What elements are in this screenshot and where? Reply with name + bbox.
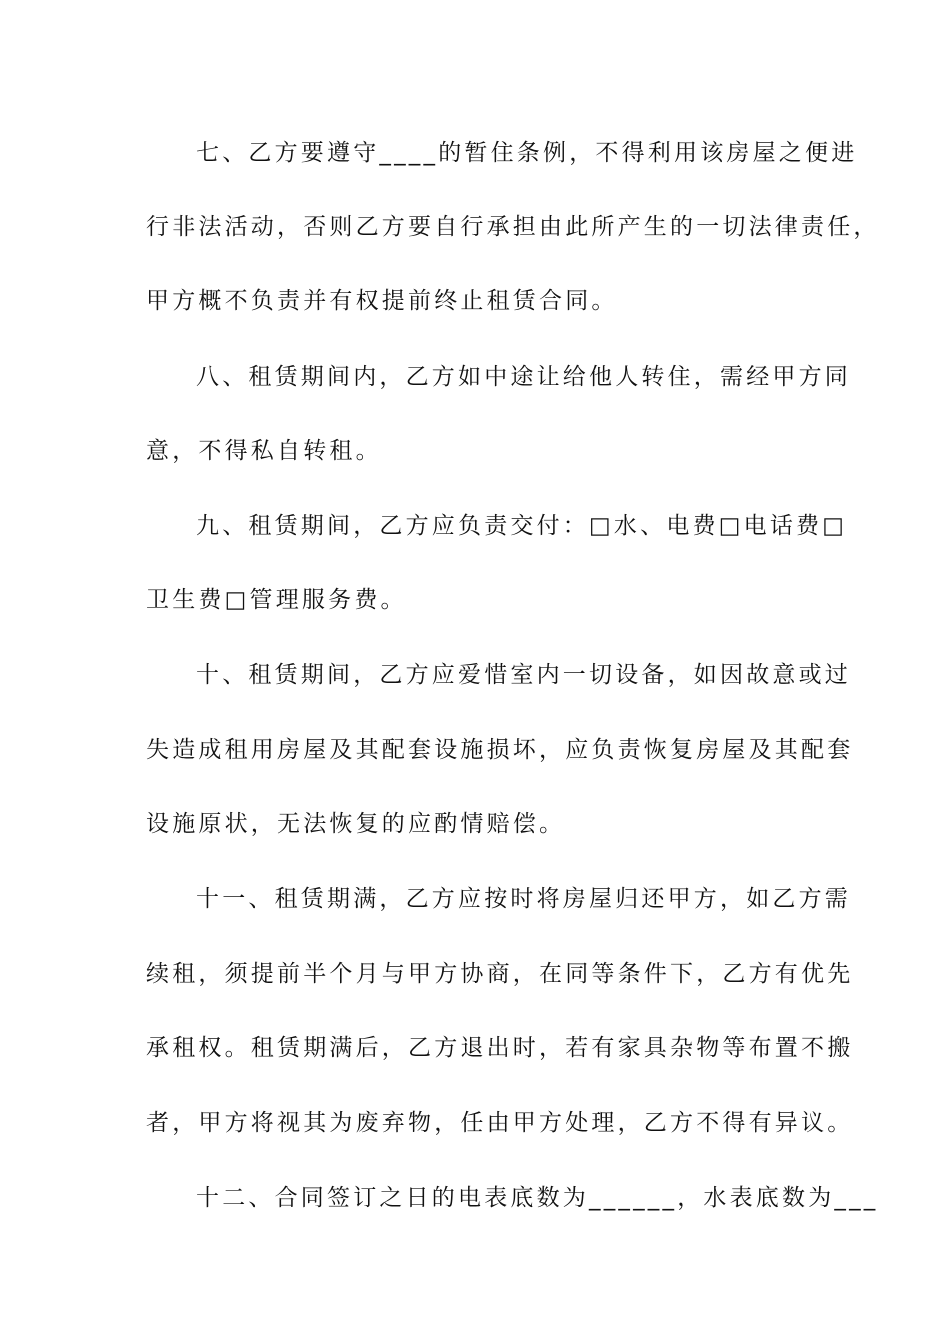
clause-11-line-1: 十一、租赁期满，乙方应按时将房屋归还甲方，如乙方需 [196,886,851,912]
clause-7-line-2: 行非法活动，否则乙方要自行承担由此所产生的一切法律责任， [146,214,880,240]
clause-12-line-1: 十二、合同签订之日的电表底数为______，水表底数为___ [196,1185,879,1211]
clause-11-line-4: 者，甲方将视其为废弃物，任由甲方处理，乙方不得有异议。 [146,1110,854,1136]
clause-9-line-1: 九、租赁期间，乙方应负责交付：□水、电费□电话费□ [196,513,848,539]
clause-8-line-1: 八、租赁期间内，乙方如中途让给他人转住，需经甲方同 [196,364,851,390]
clause-10-line-1: 十、租赁期间，乙方应爱惜室内一切设备，如因故意或过 [196,662,851,688]
clause-7-line-3: 甲方概不负责并有权提前终止租赁合同。 [146,288,618,314]
clause-8-line-2: 意，不得私自转租。 [146,438,382,464]
clause-10-line-2: 失造成租用房屋及其配套设施损坏，应负责恢复房屋及其配套 [146,737,854,763]
clause-9-line-2: 卫生费□管理服务费。 [146,587,407,613]
clause-10-line-3: 设施原状，无法恢复的应酌情赔偿。 [146,811,566,837]
clause-11-line-3: 承租权。租赁期满后，乙方退出时，若有家具杂物等布置不搬 [146,1035,854,1061]
clause-11-line-2: 续租，须提前半个月与甲方协商，在同等条件下，乙方有优先 [146,961,854,987]
clause-7-line-1: 七、乙方要遵守____的暂住条例，不得利用该房屋之便进 [196,140,858,166]
